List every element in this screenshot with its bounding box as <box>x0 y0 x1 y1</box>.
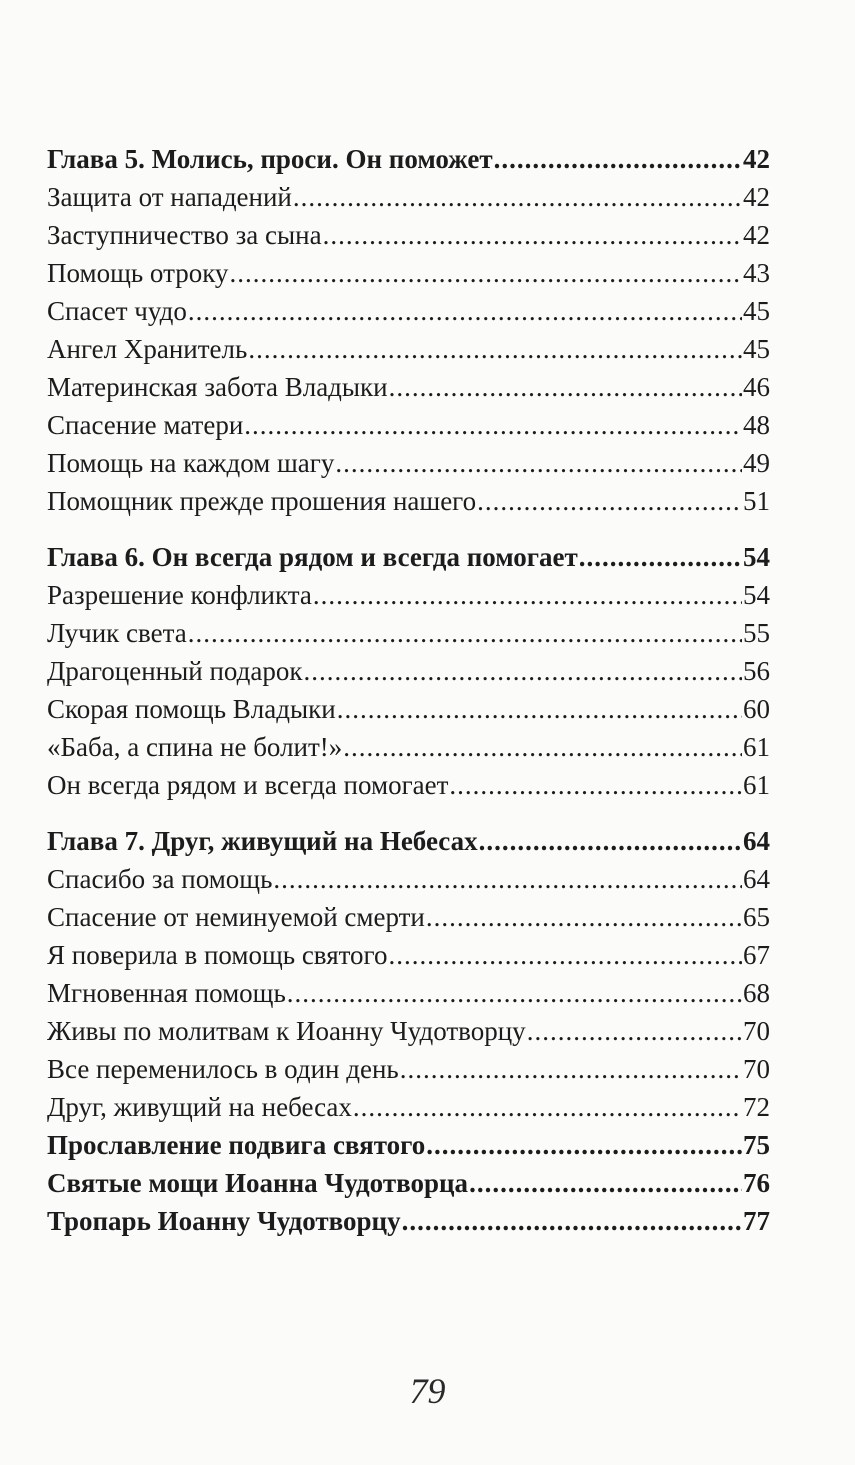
toc-entry <box>47 482 770 520</box>
toc-entry-title: Спасение матери <box>47 410 244 440</box>
toc-entry-page: 64 <box>743 864 770 894</box>
toc-entry-page: 45 <box>743 296 770 326</box>
toc-heading-entry <box>47 140 770 178</box>
toc-entry-title: Защита от нападений <box>47 182 292 212</box>
toc-entry-title: Драгоценный подарок <box>47 656 303 686</box>
toc-entry-title: «Баба, а спина не болит!» <box>47 732 343 762</box>
toc-leader-dots <box>426 1126 742 1164</box>
toc-entry <box>47 368 770 406</box>
table-of-contents <box>47 140 770 1258</box>
toc-entry <box>47 860 770 898</box>
toc-entry-page: 61 <box>743 770 770 800</box>
toc-leader-dots <box>273 860 742 898</box>
toc-entry-page: 42 <box>743 220 770 250</box>
toc-entry-title: Ангел Хранитель <box>47 334 248 364</box>
toc-leader-dots <box>313 576 742 614</box>
toc-entry-title: Спасет чудо <box>47 296 187 326</box>
toc-leader-dots <box>426 898 742 936</box>
toc-heading-entry <box>47 538 770 576</box>
toc-leader-dots <box>323 216 742 254</box>
toc-entry <box>47 444 770 482</box>
toc-leader-dots <box>188 292 742 330</box>
page-number: 79 <box>409 1371 446 1411</box>
toc-entry-title: Все переменилось в один день <box>47 1054 399 1084</box>
toc-leader-dots <box>469 1164 742 1202</box>
toc-entry <box>47 330 770 368</box>
toc-entry-title: Мгновенная помощь <box>47 978 286 1008</box>
toc-leader-dots <box>343 728 742 766</box>
toc-entry-title: Заступничество за сына <box>47 220 322 250</box>
toc-entry-title: Я поверила в помощь святого <box>47 940 388 970</box>
toc-leader-dots <box>389 368 742 406</box>
toc-leader-dots <box>335 444 742 482</box>
toc-entry-page: 65 <box>743 902 770 932</box>
toc-entry <box>47 1088 770 1126</box>
toc-entry-title: Скорая помощь Владыки <box>47 694 336 724</box>
toc-entry <box>47 292 770 330</box>
toc-entry <box>47 614 770 652</box>
toc-entry-page: 72 <box>743 1092 770 1122</box>
toc-entry-title: Помощь на каждом шагу <box>47 448 335 478</box>
toc-entry <box>47 898 770 936</box>
toc-entry-title: Святые мощи Иоанна Чудотворца <box>47 1168 469 1198</box>
toc-entry-page: 43 <box>743 258 770 288</box>
toc-entry-page: 61 <box>743 732 770 762</box>
toc-entry-page: 76 <box>743 1168 770 1198</box>
toc-leader-dots <box>479 822 742 860</box>
toc-entry-page: 60 <box>743 694 770 724</box>
toc-entry <box>47 652 770 690</box>
toc-leader-dots <box>579 538 742 576</box>
toc-entry-title: Помощник прежде прошения нашего <box>47 486 477 516</box>
toc-entry <box>47 254 770 292</box>
toc-entry <box>47 406 770 444</box>
toc-entry-title: Тропарь Иоанну Чудотворцу <box>47 1206 401 1236</box>
toc-entry-title: Спасибо за помощь <box>47 864 273 894</box>
toc-leader-dots <box>304 652 743 690</box>
toc-entry-page: 64 <box>743 826 770 856</box>
toc-entry-page: 55 <box>743 618 770 648</box>
toc-entry-title: Спасение от неминуемой смерти <box>47 902 425 932</box>
toc-entry-page: 68 <box>743 978 770 1008</box>
toc-section <box>47 140 770 520</box>
toc-leader-dots <box>244 406 742 444</box>
toc-entry <box>47 1012 770 1050</box>
toc-leader-dots <box>388 936 742 974</box>
toc-leader-dots <box>188 614 742 652</box>
toc-entry-title: Живы по молитвам к Иоанну Чудотворцу <box>47 1016 526 1046</box>
toc-section <box>47 538 770 804</box>
toc-entry-page: 45 <box>743 334 770 364</box>
toc-leader-dots <box>400 1050 742 1088</box>
toc-entry-page: 42 <box>743 144 770 174</box>
toc-entry <box>47 178 770 216</box>
toc-entry-page: 49 <box>743 448 770 478</box>
toc-entry <box>47 1050 770 1088</box>
toc-leader-dots <box>337 690 742 728</box>
toc-entry-title: Глава 6. Он всегда рядом и всегда помогает <box>47 542 578 572</box>
toc-entry-page: 48 <box>743 410 770 440</box>
toc-entry-page: 75 <box>743 1130 770 1160</box>
toc-entry-page: 46 <box>743 372 770 402</box>
toc-leader-dots <box>527 1012 742 1050</box>
toc-leader-dots <box>248 330 742 368</box>
toc-entry <box>47 690 770 728</box>
toc-leader-dots <box>449 766 742 804</box>
toc-heading-entry <box>47 1126 770 1164</box>
toc-leader-dots <box>293 178 742 216</box>
toc-entry-page: 54 <box>743 580 770 610</box>
toc-heading-entry <box>47 1164 770 1202</box>
toc-leader-dots <box>287 974 742 1012</box>
toc-entry-title: Он всегда рядом и всегда помогает <box>47 770 449 800</box>
toc-leader-dots <box>477 482 742 520</box>
toc-entry-title: Лучик света <box>47 618 187 648</box>
toc-entry <box>47 936 770 974</box>
toc-entry-page: 54 <box>743 542 770 572</box>
toc-entry-title: Разрешение конфликта <box>47 580 312 610</box>
toc-entry-page: 77 <box>743 1206 770 1236</box>
toc-entry-page: 70 <box>743 1054 770 1084</box>
toc-entry <box>47 576 770 614</box>
toc-entry <box>47 766 770 804</box>
toc-entry <box>47 216 770 254</box>
toc-entry-page: 70 <box>743 1016 770 1046</box>
toc-entry-title: Глава 7. Друг, живущий на Небесах <box>47 826 478 856</box>
toc-entry-page: 42 <box>743 182 770 212</box>
toc-heading-entry <box>47 1202 770 1240</box>
toc-leader-dots <box>494 140 742 178</box>
toc-entry-page: 51 <box>743 486 770 516</box>
toc-section <box>47 822 770 1240</box>
toc-leader-dots <box>229 254 742 292</box>
toc-entry-page: 56 <box>743 656 770 686</box>
toc-entry-title: Помощь отроку <box>47 258 229 288</box>
toc-entry-title: Прославление подвига святого <box>47 1130 426 1160</box>
toc-entry <box>47 728 770 766</box>
toc-entry-page: 67 <box>743 940 770 970</box>
toc-entry <box>47 974 770 1012</box>
toc-leader-dots <box>353 1088 742 1126</box>
toc-entry-title: Друг, живущий на небесах <box>47 1092 352 1122</box>
toc-entry-title: Материнская забота Владыки <box>47 372 388 402</box>
toc-heading-entry <box>47 822 770 860</box>
toc-entry-title: Глава 5. Молись, проси. Он поможет <box>47 144 493 174</box>
toc-leader-dots <box>402 1202 742 1240</box>
